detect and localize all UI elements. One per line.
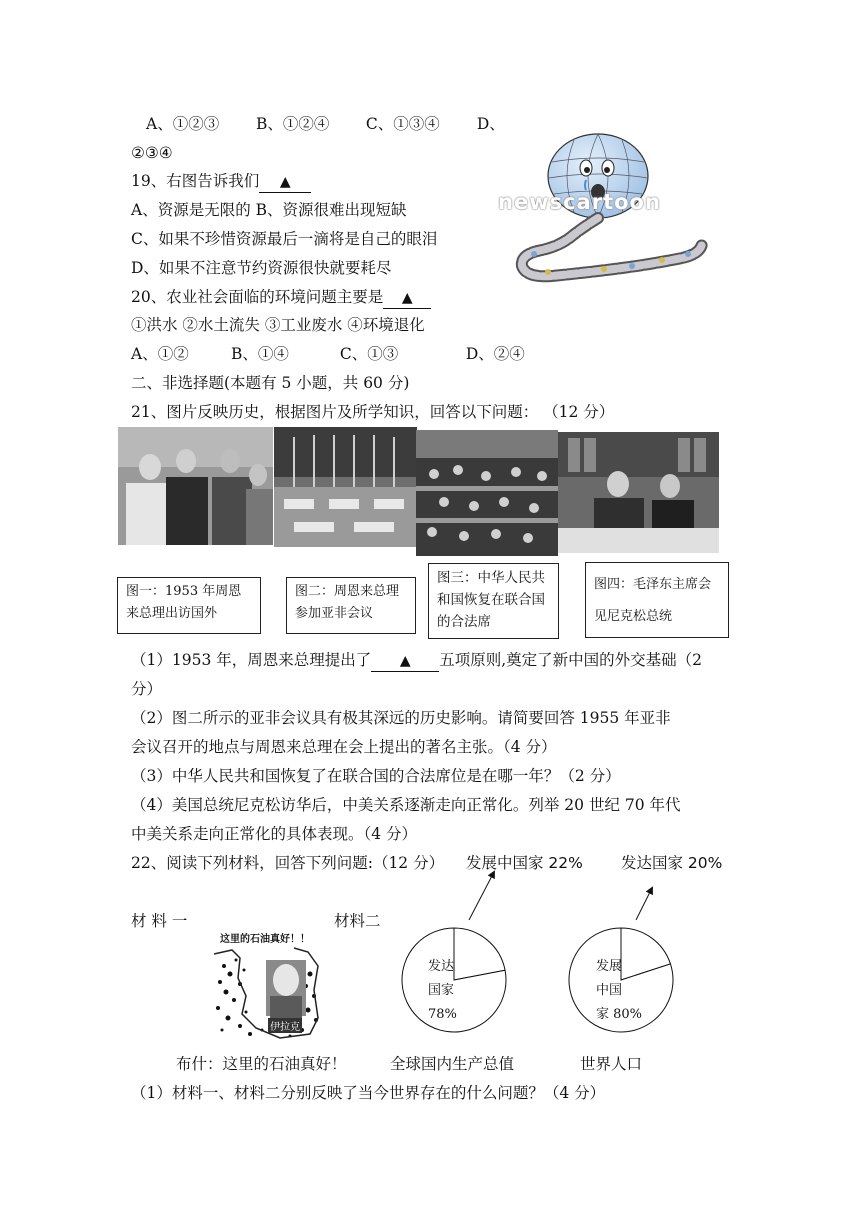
pie-1-big-slice-label-2: 家 80% <box>596 1007 643 1022</box>
q18-option-a: A、①②③ <box>146 115 220 133</box>
q19-answer-blank: ▲ <box>259 172 311 193</box>
q20-stem-text: 20、农业社会面临的环境问题主要是 <box>131 288 384 306</box>
q21-sub1-wrap: 分） <box>131 680 163 698</box>
q21-sub3: （3）中华人民共和国恢复了在联合国的合法席位是在哪一年？（2 分） <box>131 767 621 785</box>
pie-1-arrow <box>636 888 652 920</box>
caption-figure-3: 图三：中华人民共和国恢复在联合国的合法席 <box>428 563 559 639</box>
q18-option-d: D、 <box>476 115 505 133</box>
oil-cartoon-map-label: 伊拉克 <box>268 1018 302 1033</box>
material-1-label: 材 料 一 <box>131 912 188 930</box>
q21-sub1-pre: （1）1953 年，周恩来总理提出了 <box>131 651 372 669</box>
pie-0-big-slice-label-2: 78% <box>428 1007 457 1022</box>
pie-1-big-slice-label-1: 中国 <box>596 983 623 998</box>
q21-sub2-line2: 会议召开的地点与周恩来总理在会上提出的著名主张。（4 分） <box>131 738 557 756</box>
q19-option-ab: A、资源是无限的 B、资源很难出现短缺 <box>131 201 407 219</box>
q21-sub2-line1: （2）图二所示的亚非会议具有极其深远的历史影响。请简要回答 1955 年亚非 <box>131 709 671 727</box>
oil-cartoon-title: 这里的石油真好！！ <box>220 934 310 945</box>
q20-answer-blank: ▲ <box>383 288 431 309</box>
q21-sub4-line1: （4）美国总统尼克松访华后，中美关系逐渐走向正常化。列举 20 世纪 70 年代 <box>131 796 681 814</box>
q18-option-b: B、①②④ <box>255 115 330 133</box>
q18-option-d-wrap: ②③④ <box>131 144 173 162</box>
pie-0-arrow <box>469 872 494 920</box>
newscartoon-watermark: newscartoon <box>498 190 661 214</box>
q18-option-c: C、①③④ <box>365 115 440 133</box>
q22-sub1: （1）材料一、材料二分别反映了当今世界存在的什么问题？（4 分） <box>131 1084 606 1102</box>
q21-sub1-blank: ▲ <box>371 651 439 672</box>
pie-1-small-slice-label: 发达国家 20% <box>621 854 723 872</box>
q20-option-a: A、①② <box>131 345 189 363</box>
q20-option-c: C、①③ <box>339 345 399 363</box>
material-2-label: 材料二 <box>334 912 381 930</box>
q21-sub1-post: 五项原则,奠定了新中国的外交基础（2 <box>439 651 703 669</box>
caption-figure-4: 图四：毛泽东主席会见尼克松总统 <box>585 562 729 638</box>
section-2-heading: 二、非选择题(本题有 5 小题，共 60 分) <box>131 374 410 392</box>
gdp-chart-title: 全球国内生产总值 <box>390 1055 515 1073</box>
pie-0-small-slice-label: 发展中国家 22% <box>466 854 583 872</box>
caption-figure-1: 图一：1953 年周恩来总理出访国外 <box>117 577 261 634</box>
q20-items: ①洪水 ②水土流失 ③工业废水 ④环境退化 <box>131 316 425 334</box>
q21-sub4-line2: 中美关系走向正常化的具体表现。（4 分） <box>131 825 418 843</box>
q21-stem: 21、图片反映历史，根据图片及所学知识，回答以下问题： （12 分） <box>131 403 615 421</box>
q22-stem: 22、阅读下列材料，回答下列问题:（12 分） <box>131 854 445 872</box>
caption-figure-2: 图二：周恩来总理参加亚非会议 <box>286 577 416 634</box>
pie-1-big-slice-label-0: 发展 <box>596 959 623 974</box>
population-chart-title: 世界人口 <box>580 1055 643 1073</box>
q19-option-c: C、如果不珍惜资源最后一滴将是自己的眼泪 <box>131 230 438 248</box>
pie-0-big-slice-label-1: 国家 <box>428 983 455 998</box>
oil-cartoon-caption: 布什：这里的石油真好！ <box>176 1055 347 1073</box>
q20-option-b: B、①④ <box>230 345 289 363</box>
q20-option-d: D、②④ <box>465 345 525 363</box>
q19-option-d: D、如果不注意节约资源很快就要耗尽 <box>131 259 392 277</box>
q19-stem-text: 19、右图告诉我们 <box>131 172 260 190</box>
pie-0-big-slice-label-0: 发达 <box>428 959 455 974</box>
